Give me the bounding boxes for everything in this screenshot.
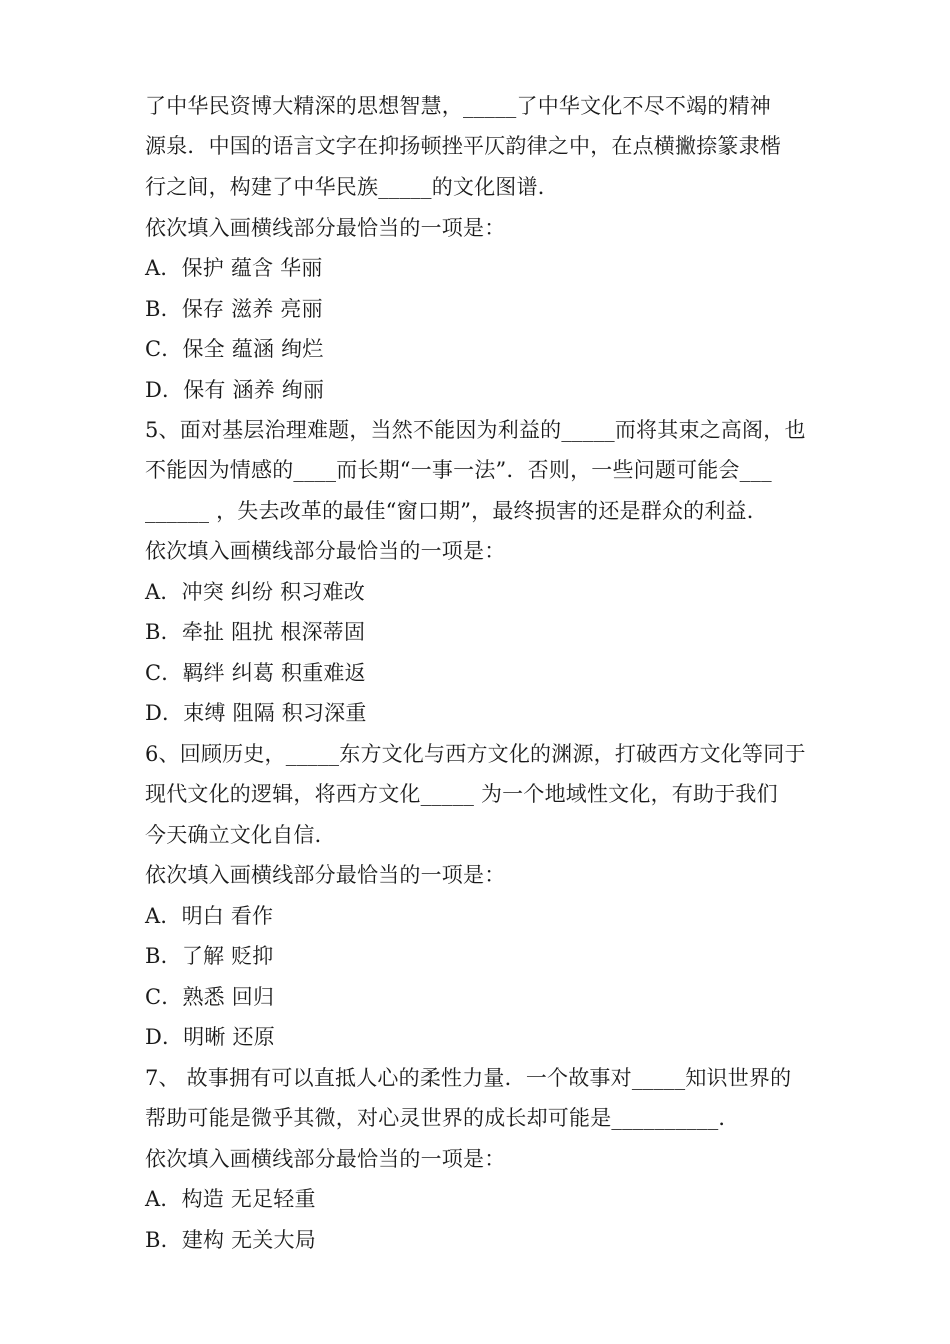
question-6-line-1: 6、回顾历史，_____东方文化与西方文化的渊源，打破西方文化等同于	[145, 742, 806, 766]
question-5-prompt: 依次填入画横线部分最恰当的一项是：	[145, 539, 506, 563]
question-6-prompt: 依次填入画横线部分最恰当的一项是：	[145, 863, 506, 887]
question-5-option-d: D．束缚 阻隔 积习深重	[145, 701, 367, 725]
question-7-option-b: B．建构 无关大局	[145, 1228, 316, 1252]
question-6-option-b: B．了解 贬抑	[145, 944, 274, 968]
question-4-option-a: A．保护 蕴含 华丽	[145, 256, 323, 280]
passage-4-line-1: 了中华民资博大精深的思想智慧，_____了中华文化不尽不竭的精神	[145, 94, 771, 118]
question-6-option-a: A．明白 看作	[145, 904, 274, 928]
question-7-prompt: 依次填入画横线部分最恰当的一项是：	[145, 1147, 506, 1171]
question-6-option-c: C．熟悉 回归	[145, 985, 275, 1009]
question-7-line-1: 7、 故事拥有可以直抵人心的柔性力量．一个故事对_____知识世界的	[145, 1066, 792, 1090]
question-6-option-d: D．明晰 还原	[145, 1025, 275, 1049]
passage-4-line-3: 行之间，构建了中华民族_____的文化图谱．	[145, 175, 559, 199]
question-6-line-2: 现代文化的逻辑，将西方文化_____ 为一个地域性文化，有助于我们	[145, 782, 778, 806]
question-5-option-c: C．羁绊 纠葛 积重难返	[145, 661, 366, 685]
question-7-line-2: 帮助可能是微乎其微，对心灵世界的成长却可能是__________．	[145, 1106, 740, 1130]
question-4-option-b: B．保存 滋养 亮丽	[145, 297, 323, 321]
passage-4-line-2: 源泉．中国的语言文字在抑扬顿挫平仄韵律之中，在点横撇捺篆隶楷	[145, 134, 781, 158]
question-4-option-c: C．保全 蕴涵 绚烂	[145, 337, 324, 361]
question-5-line-2: 不能因为情感的____而长期“一事一法”．否则，一些问题可能会___	[145, 458, 772, 482]
question-5-line-3: ______ ，失去改革的最佳“窗口期”，最终损害的还是群众的利益．	[145, 499, 768, 523]
question-7-option-a: A．构造 无足轻重	[145, 1187, 316, 1211]
question-6-line-3: 今天确立文化自信．	[145, 823, 336, 847]
question-5-line-1: 5、面对基层治理难题，当然不能因为利益的_____而将其束之高阁，也	[145, 418, 806, 442]
question-5-option-a: A．冲突 纠纷 积习难改	[145, 580, 365, 604]
question-4-prompt: 依次填入画横线部分最恰当的一项是：	[145, 216, 506, 240]
question-5-option-b: B．牵扯 阻扰 根深蒂固	[145, 620, 366, 644]
question-4-option-d: D．保有 涵养 绚丽	[145, 378, 325, 402]
